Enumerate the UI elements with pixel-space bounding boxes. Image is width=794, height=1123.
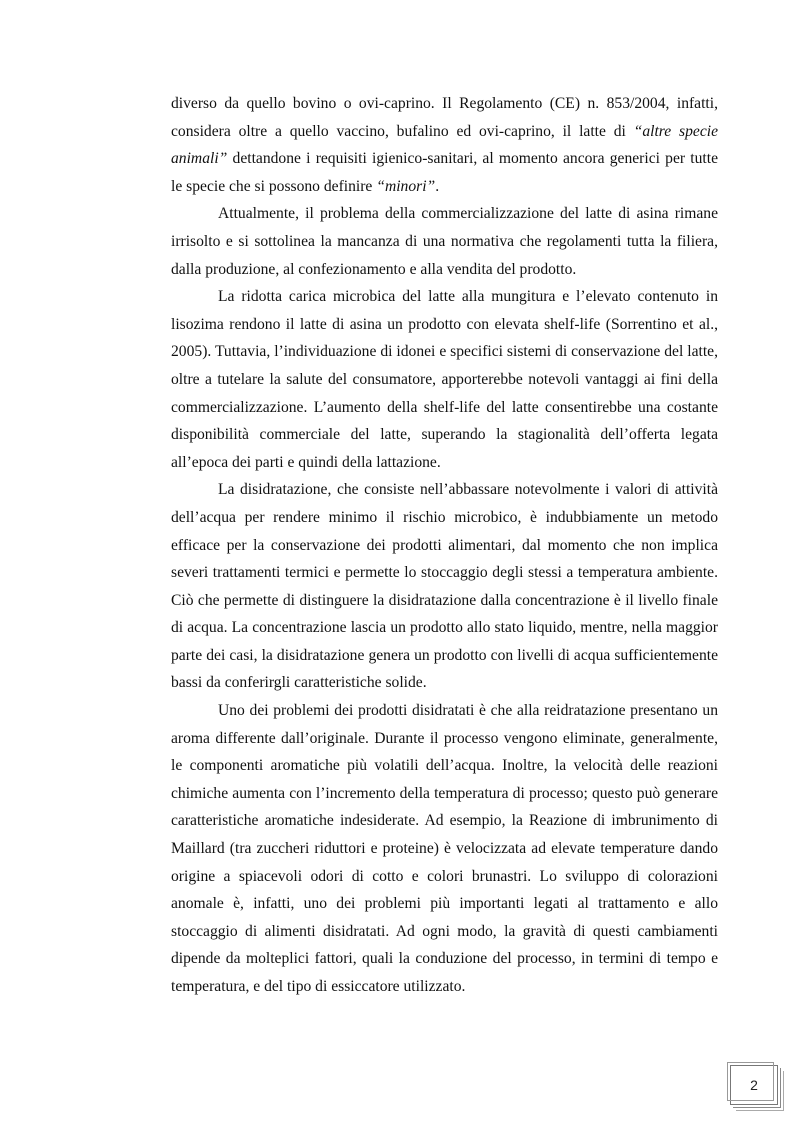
paragraph-text: La disidratazione, che consiste nell’abbassare notevolmente i valori di attività dell’acqua per rendere minimo il rischio microbico, è indubbiamente un metodo efficace per la conservazione dei prodotti alimentari, dal momento che non implica severi trattamenti termici e permette lo stoccaggio degli stessi a temperatura ambiente. Ciò che permette di distinguere la disidratazione dalla concentrazione è il livello finale di acqua. La concentrazione lascia un prodotto allo stato liquido, mentre, nella maggior parte dei casi, la disidratazione genera un prodotto con livelli di acqua sufficientemente bassi da conferirgli caratteristiche solide.: [171, 481, 718, 692]
paragraph: [171, 200, 718, 283]
body-text: [171, 90, 718, 1001]
paragraph: [171, 283, 718, 476]
paragraph-text: Attualmente, il problema della commercializzazione del latte di asina rimane irrisolto e si sottolinea la mancanza di una normativa che regolamenti tutta la filiera, dalla produzione, al confezionamento e alla vendita del prodotto.: [171, 205, 718, 278]
paragraph-text: dettandone i requisiti igienico-sanitari, al momento ancora generici per tutte le specie che si possono definire: [171, 150, 718, 195]
quoted-term: “altre specie animali”: [171, 122, 718, 168]
paragraph-text: La ridotta carica microbica del latte alla mungitura e l’elevato contenuto in lisozima rendono il latte di asina un prodotto con elevata shelf-life (Sorrentino et al., 2005). Tuttavia, l’individuazione di idonei e specifici sistemi di conservazione del latte, oltre a tutelare la salute del consumatore, apporterebbe notevoli vantaggi ai fini della commercializzazione. L’aumento della shelf-life del latte consentirebbe una costante disponibilità commerciale del latte, superando la stagionalità dell’offerta legata all’epoca dei parti e quindi della lattazione.: [171, 288, 718, 471]
paragraph-text: diverso da quello bovino o ovi-caprino. Il Regolamento (CE) n. 853/2004, infatti, considera oltre a quello vaccino, bufalino ed ovi-caprino, il latte di: [171, 95, 718, 140]
paragraph: [171, 697, 718, 1001]
paragraph-text: .: [435, 177, 440, 195]
page-number: 2: [750, 1077, 758, 1093]
paragraph: [171, 476, 718, 697]
paragraph: [171, 90, 718, 200]
quoted-term: “minori”: [376, 177, 436, 195]
page-number-box: [730, 1065, 778, 1105]
paragraph-text: Uno dei problemi dei prodotti disidratati è che alla reidratazione presentano un aroma differente dall’originale. Durante il processo vengono eliminate, generalmente, le componenti aromatiche più volatili dell’acqua. Inoltre, la velocità delle reazioni chimiche aumenta con l’incremento della temperatura di processo; questo può generare caratteristiche aromatiche indesiderate. Ad esempio, la Reazione di imbrunimento di Maillard (tra zuccheri riduttori e proteine) è velocizzata ad elevate temperature dando origine a spiacevoli odori di cotto e colori brunastri. Lo sviluppo di colorazioni anomale è, infatti, uno dei problemi più importanti legati al trattamento e allo stoccaggio di alimenti disidratati. Ad ogni modo, la gravità di questi cambiamenti dipende da molteplici fattori, quali la conduzione del processo, in termini di tempo e temperatura, e del tipo di essiccatore utilizzato.: [171, 702, 718, 995]
